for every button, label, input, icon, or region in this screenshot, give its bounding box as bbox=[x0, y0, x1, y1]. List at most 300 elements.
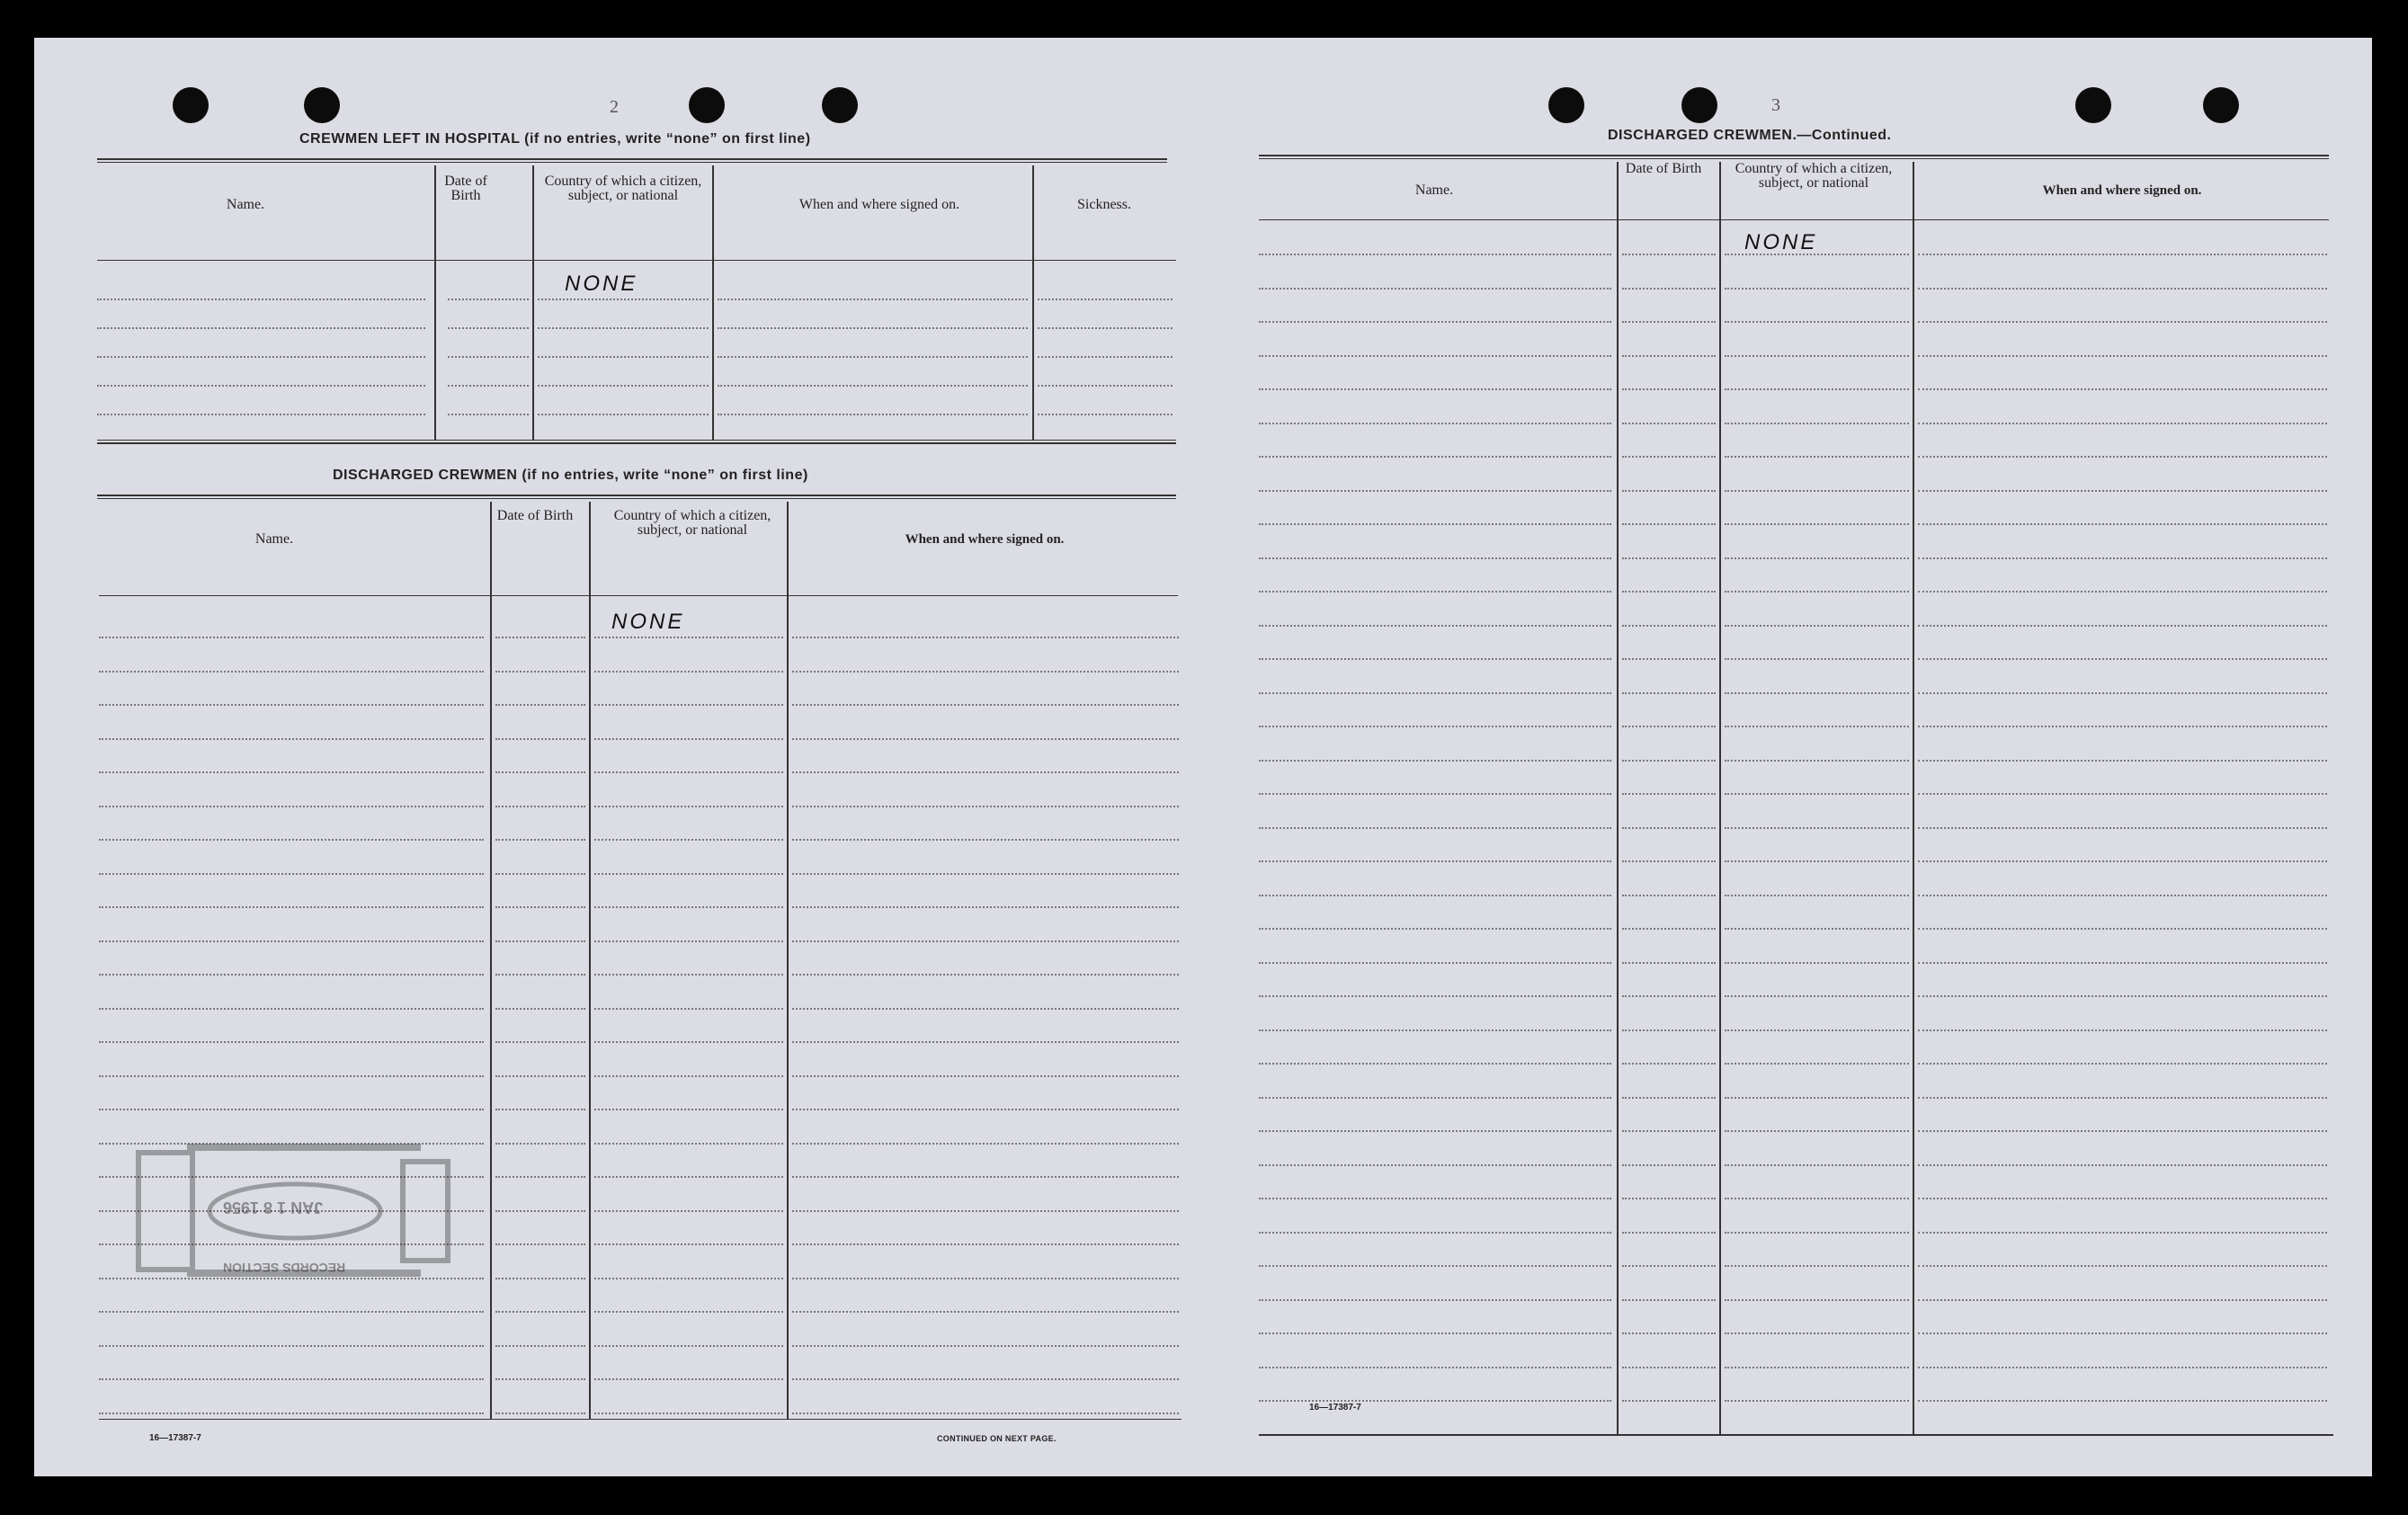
column-divider bbox=[1032, 165, 1034, 440]
ruled-line bbox=[594, 1278, 783, 1279]
ruled-line bbox=[495, 974, 585, 976]
ruled-line bbox=[99, 1075, 484, 1077]
ruled-line bbox=[1259, 1299, 1611, 1301]
ruled-line bbox=[1918, 288, 2327, 290]
col-header-date-of-birth: Date of Birth bbox=[496, 508, 574, 523]
ruled-line bbox=[1725, 388, 1909, 390]
punch-hole bbox=[1681, 87, 1717, 123]
ruled-line bbox=[1622, 1299, 1716, 1301]
ruled-line bbox=[538, 414, 709, 415]
ruled-line bbox=[1725, 355, 1909, 357]
ruled-line bbox=[448, 327, 529, 329]
ruled-line bbox=[1259, 1232, 1611, 1234]
ruled-line bbox=[792, 771, 1179, 773]
ruled-line bbox=[1918, 1164, 2327, 1166]
discharged-table-right bbox=[1259, 162, 2338, 1439]
ruled-line bbox=[97, 414, 425, 415]
column-divider bbox=[434, 165, 436, 440]
ruled-line bbox=[1725, 1063, 1909, 1065]
ruled-line bbox=[495, 1008, 585, 1010]
ruled-line bbox=[792, 671, 1179, 673]
ruled-line bbox=[538, 356, 709, 358]
ruled-line bbox=[495, 906, 585, 908]
ruled-line bbox=[538, 299, 709, 300]
column-divider bbox=[1617, 162, 1619, 1434]
ruled-line bbox=[1259, 995, 1611, 997]
ruled-line bbox=[495, 1413, 585, 1414]
ruled-line bbox=[1725, 423, 1909, 424]
discharged-section-title: DISCHARGED CREWMEN (if no entries, write “none” on first line) bbox=[333, 468, 808, 483]
ruled-line bbox=[1622, 1063, 1716, 1065]
ruled-line bbox=[1725, 928, 1909, 930]
ruled-line bbox=[448, 385, 529, 387]
header-rule bbox=[1259, 219, 2329, 220]
ruled-line bbox=[594, 1176, 783, 1178]
ruled-line bbox=[99, 873, 484, 875]
ruled-line bbox=[1725, 793, 1909, 795]
ruled-line bbox=[792, 906, 1179, 908]
ruled-line bbox=[1622, 557, 1716, 559]
punch-hole bbox=[173, 87, 209, 123]
column-divider bbox=[712, 165, 714, 440]
ruled-line bbox=[97, 385, 425, 387]
ruled-line bbox=[792, 873, 1179, 875]
stamp-date-text: JAN 1 8 1956 bbox=[223, 1199, 324, 1216]
ruled-line bbox=[1725, 523, 1909, 525]
ruled-line bbox=[1259, 726, 1611, 727]
ruled-line bbox=[495, 839, 585, 841]
ruled-line bbox=[1259, 1400, 1611, 1402]
ruled-line bbox=[97, 327, 425, 329]
ruled-line bbox=[1918, 1198, 2327, 1199]
right-page-number: 3 bbox=[1771, 95, 1780, 115]
top-rule bbox=[97, 495, 1176, 496]
top-rule bbox=[97, 498, 1176, 499]
left-form-number: 16—17387-7 bbox=[149, 1433, 201, 1443]
punch-hole bbox=[1548, 87, 1584, 123]
ruled-line bbox=[594, 1210, 783, 1212]
ruled-line bbox=[792, 1143, 1179, 1145]
ruled-line bbox=[1622, 1265, 1716, 1267]
ruled-line bbox=[1259, 1164, 1611, 1166]
ruled-line bbox=[99, 940, 484, 942]
ruled-line bbox=[1622, 523, 1716, 525]
ruled-line bbox=[594, 1075, 783, 1077]
right-none-entry: NONE bbox=[1744, 230, 1818, 254]
ruled-line bbox=[1918, 321, 2327, 323]
ruled-line bbox=[495, 704, 585, 706]
ruled-line bbox=[1725, 1400, 1909, 1402]
ruled-line bbox=[1725, 692, 1909, 694]
ruled-line bbox=[792, 1176, 1179, 1178]
ruled-line bbox=[594, 906, 783, 908]
col-header-signed-on: When and where signed on. bbox=[2042, 183, 2202, 198]
ruled-line bbox=[1918, 895, 2327, 896]
punch-hole bbox=[822, 87, 858, 123]
ruled-line bbox=[1725, 1130, 1909, 1132]
ruled-line bbox=[1622, 490, 1716, 492]
ruled-line bbox=[1725, 557, 1909, 559]
hospital-section-title: CREWMEN LEFT IN HOSPITAL (if no entries, write “none” on first line) bbox=[299, 131, 811, 147]
section-rule bbox=[97, 442, 1176, 444]
ruled-line bbox=[1622, 254, 1716, 255]
ruled-line bbox=[594, 637, 783, 638]
ruled-line bbox=[495, 637, 585, 638]
ruled-line bbox=[1918, 860, 2327, 862]
ruled-line bbox=[594, 1109, 783, 1110]
ruled-line bbox=[495, 771, 585, 773]
ruled-line bbox=[495, 1176, 585, 1178]
ruled-line bbox=[1622, 928, 1716, 930]
ruled-line bbox=[1725, 1367, 1909, 1368]
column-divider bbox=[1913, 162, 1914, 1434]
ruled-line bbox=[1918, 1232, 2327, 1234]
ruled-line bbox=[1259, 827, 1611, 829]
ruled-line bbox=[99, 974, 484, 976]
ruled-line bbox=[1622, 793, 1716, 795]
ruled-line bbox=[1259, 355, 1611, 357]
ruled-line bbox=[1622, 1097, 1716, 1099]
ruled-line bbox=[1725, 625, 1909, 627]
records-received-stamp bbox=[133, 1135, 457, 1310]
ruled-line bbox=[1622, 456, 1716, 458]
ruled-line bbox=[1259, 1097, 1611, 1099]
ruled-line bbox=[1918, 523, 2327, 525]
ruled-line bbox=[448, 299, 529, 300]
ruled-line bbox=[1725, 658, 1909, 660]
ruled-line bbox=[1725, 1265, 1909, 1267]
ruled-line bbox=[1259, 658, 1611, 660]
ruled-line bbox=[792, 839, 1179, 841]
top-rule bbox=[1259, 155, 2329, 156]
stamp-section-text: RECORDS SECTION bbox=[223, 1261, 346, 1275]
discharged-none-entry: NONE bbox=[611, 610, 685, 634]
ruled-line bbox=[792, 1345, 1179, 1347]
col-header-name: Name. bbox=[226, 197, 265, 212]
ruled-line bbox=[594, 1143, 783, 1145]
ruled-line bbox=[1259, 760, 1611, 762]
ruled-line bbox=[594, 974, 783, 976]
ruled-line bbox=[99, 906, 484, 908]
ruled-line bbox=[99, 637, 484, 638]
ruled-line bbox=[1622, 591, 1716, 593]
ruled-line bbox=[1259, 860, 1611, 862]
ruled-line bbox=[1259, 1130, 1611, 1132]
ruled-line bbox=[1725, 962, 1909, 964]
ruled-line bbox=[97, 299, 425, 300]
top-rule bbox=[97, 158, 1167, 160]
ruled-line bbox=[1918, 254, 2327, 255]
ruled-line bbox=[594, 806, 783, 807]
ruled-line bbox=[792, 1210, 1179, 1212]
ruled-line bbox=[1622, 288, 1716, 290]
table-bottom-rule bbox=[97, 440, 1176, 441]
header-rule bbox=[99, 595, 1178, 596]
ruled-line bbox=[99, 1378, 484, 1380]
ruled-line bbox=[495, 806, 585, 807]
discharged-continued-title: DISCHARGED CREWMEN.—Continued. bbox=[1608, 128, 1892, 143]
ruled-line bbox=[1918, 1299, 2327, 1301]
col-header-date-of-birth: Date of Birth bbox=[444, 174, 487, 203]
ruled-line bbox=[99, 1109, 484, 1110]
ruled-line bbox=[792, 1109, 1179, 1110]
ruled-line bbox=[99, 1413, 484, 1414]
ruled-line bbox=[1622, 1198, 1716, 1199]
ruled-line bbox=[1725, 895, 1909, 896]
ruled-line bbox=[718, 327, 1028, 329]
ruled-line bbox=[718, 299, 1028, 300]
ruled-line bbox=[1918, 827, 2327, 829]
ruled-line bbox=[594, 839, 783, 841]
ruled-line bbox=[495, 738, 585, 740]
ruled-line bbox=[1622, 760, 1716, 762]
ruled-line bbox=[495, 1143, 585, 1145]
ruled-line bbox=[1259, 793, 1611, 795]
ruled-line bbox=[1622, 692, 1716, 694]
ruled-line bbox=[1918, 1265, 2327, 1267]
ruled-line bbox=[1918, 995, 2327, 997]
ruled-line bbox=[1918, 490, 2327, 492]
ruled-line bbox=[1259, 288, 1611, 290]
ruled-line bbox=[792, 637, 1179, 638]
ruled-line bbox=[1259, 895, 1611, 896]
ruled-line bbox=[99, 771, 484, 773]
ruled-line bbox=[1918, 388, 2327, 390]
ruled-line bbox=[1622, 1029, 1716, 1031]
ruled-line bbox=[1038, 327, 1173, 329]
ruled-line bbox=[1259, 625, 1611, 627]
ruled-line bbox=[495, 1243, 585, 1245]
ruled-line bbox=[594, 1413, 783, 1414]
ruled-line bbox=[1725, 1332, 1909, 1334]
ruled-line bbox=[1038, 299, 1173, 300]
ruled-line bbox=[1259, 1029, 1611, 1031]
ruled-line bbox=[538, 327, 709, 329]
ruled-line bbox=[495, 1109, 585, 1110]
punch-hole bbox=[689, 87, 725, 123]
ruled-line bbox=[1725, 456, 1909, 458]
ruled-line bbox=[1259, 321, 1611, 323]
ruled-line bbox=[1918, 793, 2327, 795]
ruled-line bbox=[1622, 995, 1716, 997]
ruled-line bbox=[1259, 423, 1611, 424]
ruled-line bbox=[1622, 321, 1716, 323]
ruled-line bbox=[1725, 995, 1909, 997]
ruled-line bbox=[97, 356, 425, 358]
col-header-name: Name. bbox=[1414, 183, 1454, 198]
ruled-line bbox=[1259, 962, 1611, 964]
ruled-line bbox=[1918, 355, 2327, 357]
ruled-line bbox=[1622, 355, 1716, 357]
ruled-line bbox=[495, 671, 585, 673]
top-rule bbox=[97, 162, 1167, 163]
ruled-line bbox=[538, 385, 709, 387]
ruled-line bbox=[495, 940, 585, 942]
ruled-line bbox=[1725, 490, 1909, 492]
ruled-line bbox=[99, 1345, 484, 1347]
ruled-line bbox=[792, 1008, 1179, 1010]
ruled-line bbox=[594, 1041, 783, 1043]
ruled-line bbox=[1918, 591, 2327, 593]
ruled-line bbox=[1725, 321, 1909, 323]
col-header-country: Country of which a citizen, subject, or national bbox=[544, 174, 702, 203]
ruled-line bbox=[1259, 1198, 1611, 1199]
ruled-line bbox=[792, 738, 1179, 740]
ruled-line bbox=[1725, 254, 1909, 255]
ruled-line bbox=[1725, 1029, 1909, 1031]
ruled-line bbox=[594, 671, 783, 673]
ruled-line bbox=[99, 1311, 484, 1313]
ruled-line bbox=[792, 1075, 1179, 1077]
ruled-line bbox=[1918, 557, 2327, 559]
ruled-line bbox=[1725, 827, 1909, 829]
ruled-line bbox=[1918, 456, 2327, 458]
ruled-line bbox=[99, 1041, 484, 1043]
ruled-line bbox=[1725, 288, 1909, 290]
ruled-line bbox=[1918, 1130, 2327, 1132]
ruled-line bbox=[792, 940, 1179, 942]
ruled-line bbox=[1622, 423, 1716, 424]
col-header-country: Country of which a citizen, subject, or national bbox=[613, 508, 771, 538]
ruled-line bbox=[718, 414, 1028, 415]
ruled-line bbox=[594, 771, 783, 773]
column-divider bbox=[1719, 162, 1721, 1434]
ruled-line bbox=[1622, 1367, 1716, 1368]
table-bottom-rule bbox=[99, 1419, 1182, 1420]
hospital-none-entry: NONE bbox=[565, 272, 638, 296]
ruled-line bbox=[1918, 625, 2327, 627]
ruled-line bbox=[1622, 1400, 1716, 1402]
ruled-line bbox=[495, 1041, 585, 1043]
ruled-line bbox=[99, 738, 484, 740]
ruled-line bbox=[1622, 388, 1716, 390]
ruled-line bbox=[792, 974, 1179, 976]
ruled-line bbox=[1259, 490, 1611, 492]
column-divider bbox=[787, 502, 789, 1419]
ruled-line bbox=[1259, 1332, 1611, 1334]
ruled-line bbox=[99, 1008, 484, 1010]
ruled-line bbox=[1622, 1164, 1716, 1166]
ruled-line bbox=[1622, 726, 1716, 727]
col-header-signed-on: When and where signed on. bbox=[798, 197, 960, 212]
ruled-line bbox=[1725, 1232, 1909, 1234]
punch-hole bbox=[304, 87, 340, 123]
ruled-line bbox=[1918, 760, 2327, 762]
ruled-line bbox=[1259, 456, 1611, 458]
ruled-line bbox=[792, 1413, 1179, 1414]
document-sheet bbox=[34, 38, 2372, 1476]
ruled-line bbox=[495, 1345, 585, 1347]
ruled-line bbox=[1918, 423, 2327, 424]
ruled-line bbox=[594, 1311, 783, 1313]
ruled-line bbox=[1259, 1367, 1611, 1368]
ruled-line bbox=[792, 704, 1179, 706]
ruled-line bbox=[99, 839, 484, 841]
ruled-line bbox=[594, 1008, 783, 1010]
ruled-line bbox=[1622, 1232, 1716, 1234]
ruled-line bbox=[1038, 414, 1173, 415]
ruled-line bbox=[1918, 1332, 2327, 1334]
ruled-line bbox=[718, 356, 1028, 358]
ruled-line bbox=[1259, 1265, 1611, 1267]
ruled-line bbox=[1259, 523, 1611, 525]
ruled-line bbox=[1725, 1198, 1909, 1199]
ruled-line bbox=[594, 704, 783, 706]
ruled-line bbox=[1259, 254, 1611, 255]
ruled-line bbox=[718, 385, 1028, 387]
ruled-line bbox=[594, 738, 783, 740]
left-page-number: 2 bbox=[610, 97, 619, 117]
ruled-line bbox=[1725, 860, 1909, 862]
column-divider bbox=[490, 502, 492, 1419]
ruled-line bbox=[792, 1278, 1179, 1279]
top-rule bbox=[1259, 158, 2329, 159]
ruled-line bbox=[1622, 827, 1716, 829]
ruled-line bbox=[495, 1210, 585, 1212]
continued-note: CONTINUED ON NEXT PAGE. bbox=[937, 1434, 1057, 1443]
ruled-line bbox=[1259, 388, 1611, 390]
ruled-line bbox=[792, 1378, 1179, 1380]
col-header-date-of-birth: Date of Birth bbox=[1625, 161, 1702, 176]
ruled-line bbox=[448, 414, 529, 415]
ruled-line bbox=[1622, 1332, 1716, 1334]
ruled-line bbox=[1259, 928, 1611, 930]
ruled-line bbox=[99, 806, 484, 807]
ruled-line bbox=[594, 873, 783, 875]
ruled-line bbox=[1918, 1400, 2327, 1402]
ruled-line bbox=[1622, 895, 1716, 896]
ruled-line bbox=[792, 1041, 1179, 1043]
ruled-line bbox=[1622, 658, 1716, 660]
ruled-line bbox=[1259, 692, 1611, 694]
ruled-line bbox=[594, 940, 783, 942]
ruled-line bbox=[1259, 591, 1611, 593]
col-header-name: Name. bbox=[254, 531, 294, 547]
table-bottom-rule bbox=[1259, 1434, 2333, 1436]
ruled-line bbox=[495, 1378, 585, 1380]
hospital-table bbox=[97, 165, 1176, 444]
ruled-line bbox=[792, 1243, 1179, 1245]
ruled-line bbox=[594, 1243, 783, 1245]
column-divider bbox=[532, 165, 534, 440]
ruled-line bbox=[792, 806, 1179, 807]
ruled-line bbox=[792, 1311, 1179, 1313]
ruled-line bbox=[1725, 1164, 1909, 1166]
ruled-line bbox=[1918, 928, 2327, 930]
punch-hole bbox=[2203, 87, 2239, 123]
ruled-line bbox=[448, 356, 529, 358]
ruled-line bbox=[495, 1075, 585, 1077]
ruled-line bbox=[1918, 1063, 2327, 1065]
ruled-line bbox=[594, 1345, 783, 1347]
ruled-line bbox=[99, 671, 484, 673]
ruled-line bbox=[1038, 356, 1173, 358]
ruled-line bbox=[1918, 726, 2327, 727]
ruled-line bbox=[1622, 625, 1716, 627]
header-rule bbox=[97, 260, 1176, 261]
ruled-line bbox=[495, 873, 585, 875]
ruled-line bbox=[495, 1278, 585, 1279]
ruled-line bbox=[1918, 1029, 2327, 1031]
ruled-line bbox=[1259, 557, 1611, 559]
col-header-signed-on: When and where signed on. bbox=[905, 532, 1065, 547]
right-form-number: 16—17387-7 bbox=[1309, 1403, 1361, 1413]
ruled-line bbox=[1918, 962, 2327, 964]
ruled-line bbox=[1725, 760, 1909, 762]
ruled-line bbox=[1918, 658, 2327, 660]
ruled-line bbox=[1259, 1063, 1611, 1065]
column-divider bbox=[589, 502, 591, 1419]
